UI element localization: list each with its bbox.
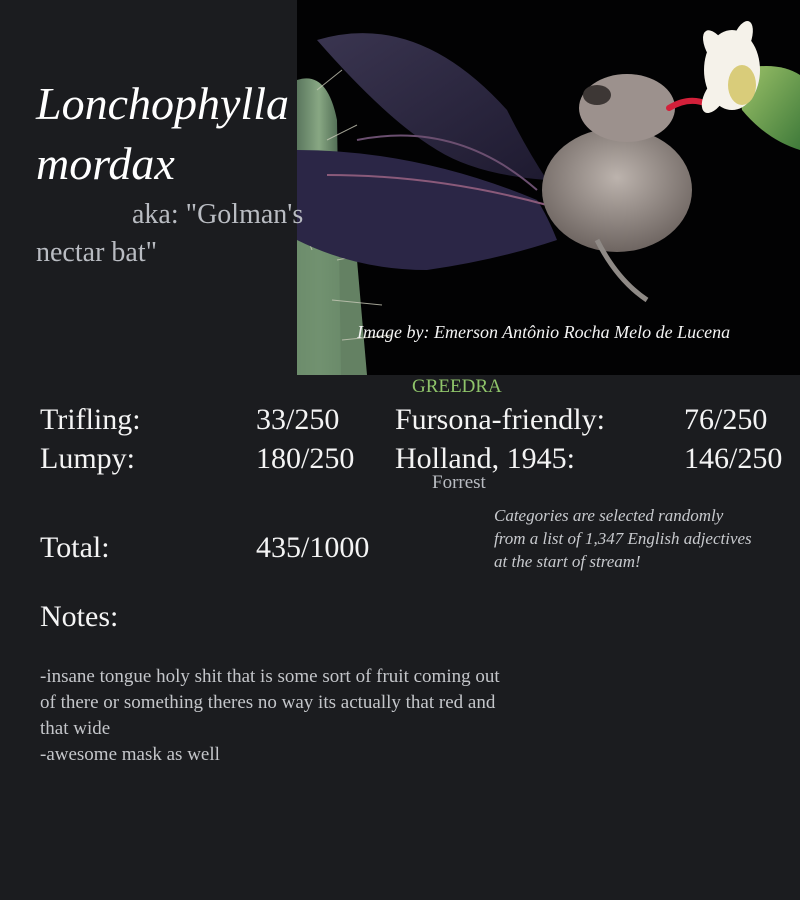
- stat-trifling-value: 33/250: [256, 403, 340, 436]
- bat-photo: [297, 0, 800, 375]
- stat-lumpy-value: 180/250: [256, 442, 355, 475]
- stat-fursona-label: Fursona-friendly:: [395, 403, 605, 436]
- stat-holland-label: Holland, 1945:: [395, 442, 575, 475]
- photo-credit: Image by: Emerson Antônio Rocha Melo de Lucena: [357, 322, 731, 342]
- stat-fursona-value: 76/250: [684, 403, 768, 436]
- total-label: Total:: [40, 531, 110, 564]
- stat-holland-value: 146/250: [684, 442, 783, 475]
- species-name-line2: mordax: [36, 138, 175, 189]
- notes-list: [40, 664, 500, 768]
- total-value: 435/1000: [256, 531, 370, 564]
- common-name: aka: "Golman's nectar bat": [36, 199, 304, 268]
- stat-lumpy-label: Lumpy:: [40, 442, 135, 475]
- notes-heading: Notes:: [40, 600, 119, 633]
- judge-label-forrest: Forrest: [432, 472, 486, 493]
- stat-trifling-label: Trifling:: [40, 403, 141, 436]
- categories-note: Categories are selected randomly from a list of 1,347 English adjectives at the start of stream!: [494, 506, 752, 571]
- notes-item: -insane tongue holy shit that is some sort of fruit coming out of there or something theres no way its actually that red and that wide: [40, 666, 500, 739]
- bat-photo-illustration: [297, 0, 800, 375]
- judge-label-greedra: GREEDRA: [412, 376, 502, 397]
- notes-item: -awesome mask as well: [40, 744, 220, 765]
- species-name: [36, 74, 306, 194]
- species-name-line1: Lonchophylla: [36, 78, 289, 129]
